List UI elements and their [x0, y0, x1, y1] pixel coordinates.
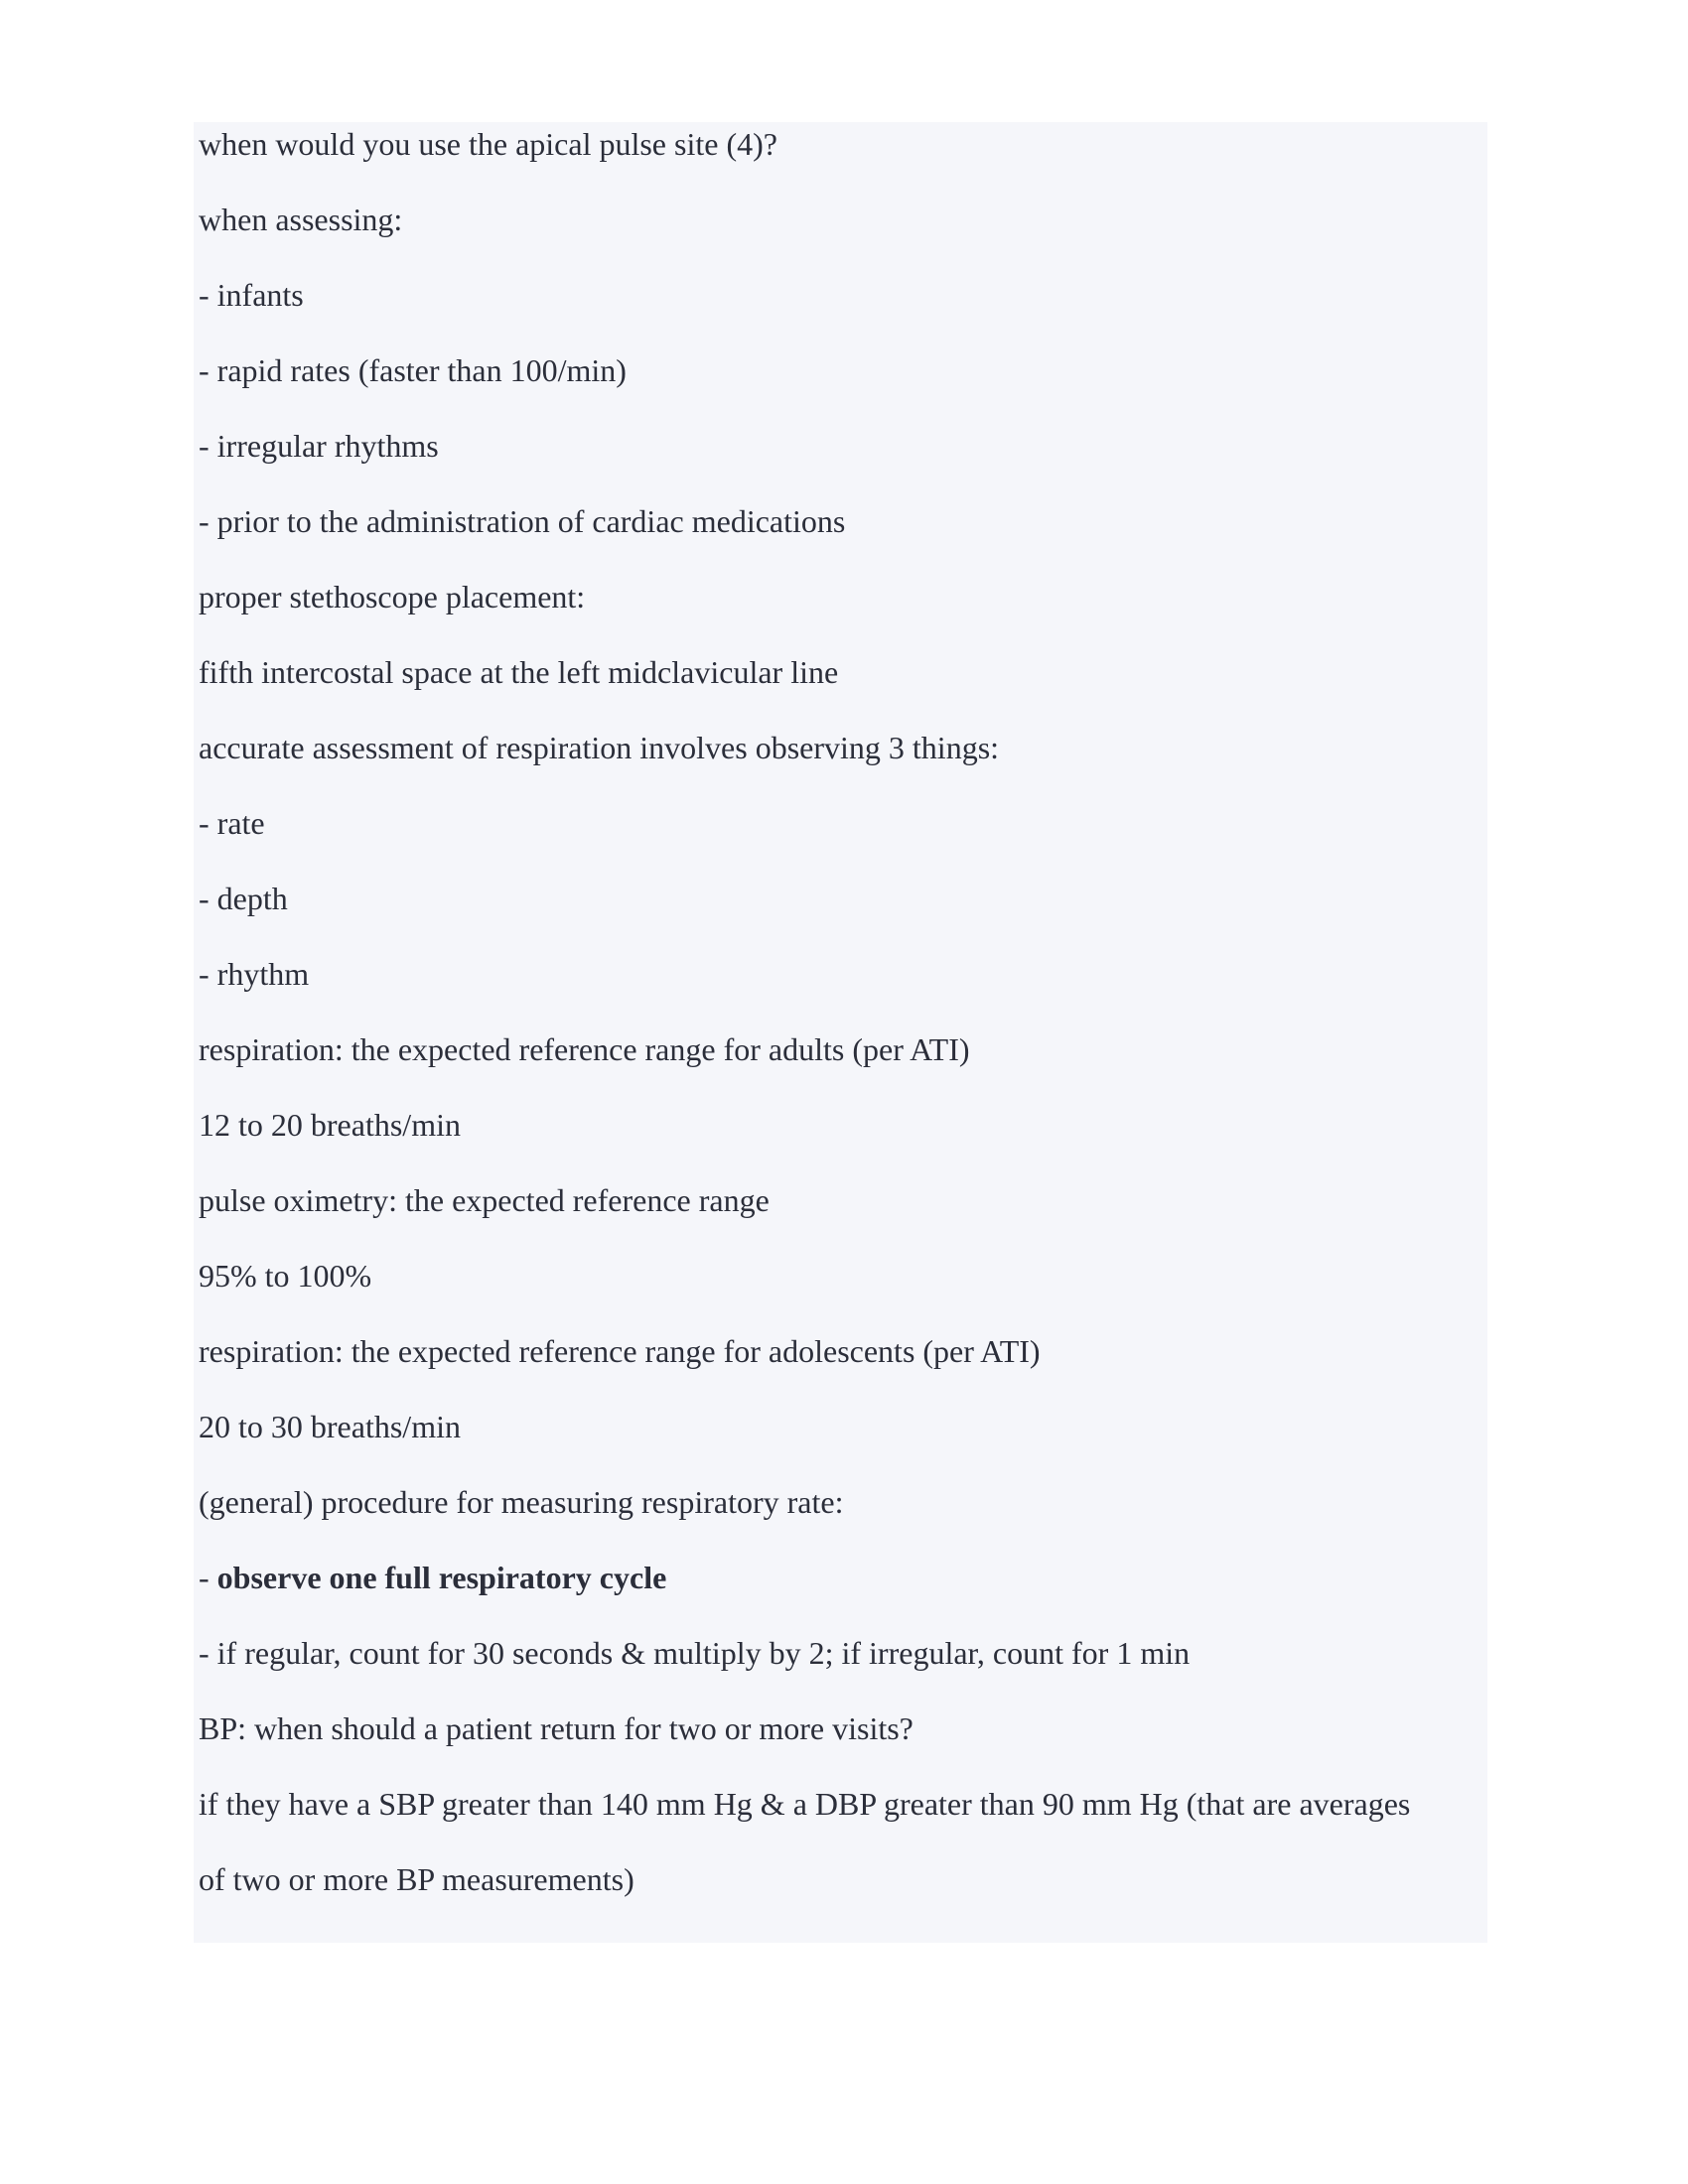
- note-line: - depth: [199, 881, 288, 916]
- note-line: of two or more BP measurements): [199, 1861, 634, 1897]
- note-line: 12 to 20 breaths/min: [199, 1107, 461, 1143]
- note-line: respiration: the expected reference range for adults (per ATI): [199, 1031, 970, 1067]
- note-line: - rhythm: [199, 956, 310, 992]
- note-line: if they have a SBP greater than 140 mm Hg & a DBP greater than 90 mm Hg (that are averages: [199, 1786, 1411, 1822]
- note-line: - prior to the administration of cardiac medications: [199, 503, 846, 539]
- note-line: (general) procedure for measuring respiratory rate:: [199, 1484, 844, 1520]
- note-line: pulse oximetry: the expected reference range: [199, 1182, 770, 1218]
- emphasized-text: observe one full respiratory cycle: [216, 1560, 667, 1595]
- note-line: - rapid rates (faster than 100/min): [199, 352, 627, 388]
- bullet-prefix: -: [199, 1560, 217, 1595]
- note-line: 95% to 100%: [199, 1258, 372, 1294]
- note-line: accurate assessment of respiration involves observing 3 things:: [199, 730, 1000, 765]
- note-line: - rate: [199, 805, 265, 841]
- note-line: - infants: [199, 277, 304, 313]
- note-line: proper stethoscope placement:: [199, 579, 586, 614]
- note-line: respiration: the expected reference range for adolescents (per ATI): [199, 1333, 1041, 1369]
- note-line: - if regular, count for 30 seconds & multiply by 2; if irregular, count for 1 min: [199, 1635, 1191, 1671]
- note-line: BP: when should a patient return for two or more visits?: [199, 1710, 914, 1746]
- study-notes-card: [194, 122, 1487, 1943]
- note-line: when assessing:: [199, 202, 403, 237]
- bold-note-line: [199, 1558, 666, 1597]
- note-line: 20 to 30 breaths/min: [199, 1409, 461, 1444]
- note-line: - irregular rhythms: [199, 428, 439, 464]
- note-line: fifth intercostal space at the left midclavicular line: [199, 654, 839, 690]
- note-line: when would you use the apical pulse site (4)?: [199, 126, 777, 162]
